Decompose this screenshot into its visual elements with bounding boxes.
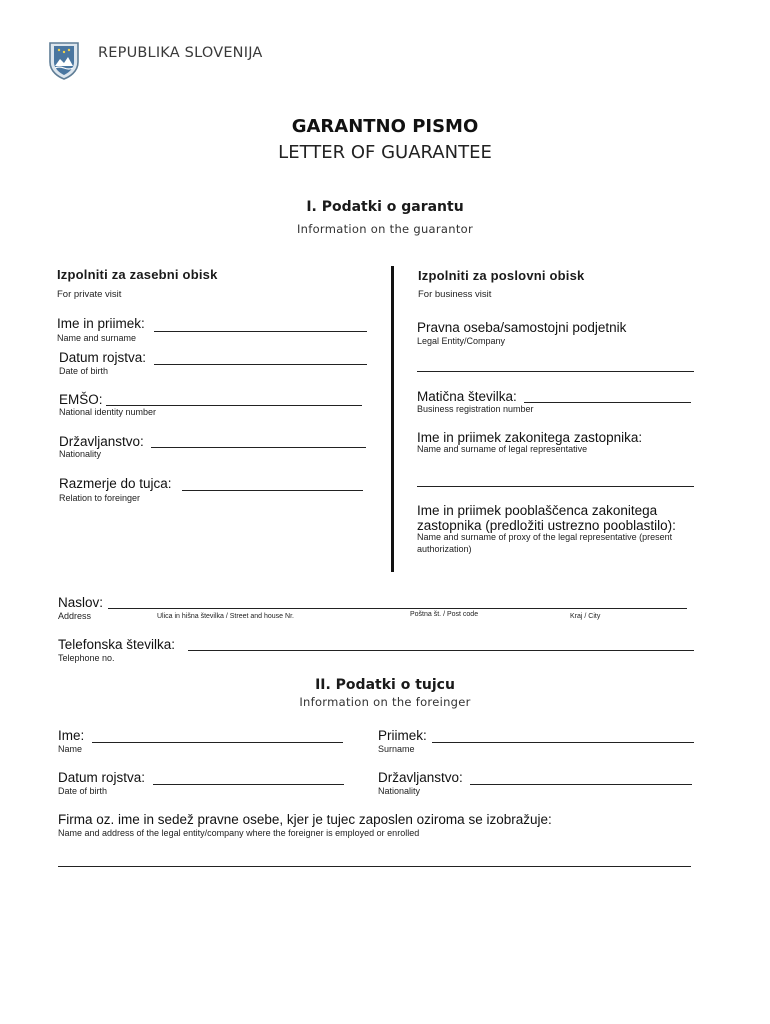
- foreigner-dob-label: Datum rojstva:: [58, 770, 146, 785]
- foreigner-nationality-sub: Nationality: [378, 786, 421, 796]
- foreigner-dob-field[interactable]: [153, 784, 344, 785]
- phone-label: Telefonska številka:: [58, 637, 176, 652]
- proxy-sub-line1: Name and surname of proxy of the legal representative (present: [417, 532, 673, 542]
- legal-entity-field[interactable]: [417, 371, 694, 372]
- street-caption: Ulica in hišna številka / Street and house Nr.: [157, 613, 294, 620]
- registration-number-label: Matična številka:: [417, 389, 517, 404]
- registration-number-field[interactable]: [524, 402, 691, 403]
- address-sub: Address: [58, 611, 92, 621]
- phone-sub: Telephone no.: [58, 653, 115, 663]
- foreigner-name-sub: Name: [58, 744, 83, 754]
- foreigner-nationality-field[interactable]: [470, 784, 692, 785]
- relation-sub: Relation to foreinger: [59, 493, 141, 503]
- document-title: GARANTNO PISMO: [291, 116, 479, 137]
- legal-rep-field[interactable]: [417, 486, 694, 487]
- foreigner-name-field[interactable]: [92, 742, 343, 743]
- coat-of-arms-icon: [49, 42, 79, 80]
- guarantor-emso-label: EMŠO:: [59, 392, 103, 407]
- business-visit-subheading: For business visit: [418, 289, 492, 300]
- foreigner-surname-label: Priimek:: [378, 728, 427, 743]
- guarantor-nationality-sub: Nationality: [59, 449, 102, 459]
- proxy-label-line1: Ime in priimek pooblaščenca zakonitega: [417, 503, 658, 518]
- document-subtitle: LETTER OF GUARANTEE: [278, 142, 492, 163]
- proxy-sub-line2: authorization): [417, 544, 472, 554]
- guarantor-emso-field[interactable]: [106, 405, 362, 406]
- guarantor-dob-sub: Date of birth: [59, 366, 109, 376]
- address-field[interactable]: [108, 608, 687, 609]
- employer-sub: Name and address of the legal entity/company where the foreigner is employed or enrolled: [58, 828, 420, 838]
- foreigner-surname-field[interactable]: [432, 742, 694, 743]
- business-visit-heading: Izpolniti za poslovni obisk: [418, 268, 585, 283]
- relation-field[interactable]: [182, 490, 363, 491]
- section1-subtitle: Information on the guarantor: [296, 222, 474, 236]
- guarantor-nationality-field[interactable]: [151, 447, 366, 448]
- registration-number-sub: Business registration number: [417, 404, 534, 414]
- relation-label: Razmerje do tujca:: [59, 476, 172, 491]
- column-divider: [391, 266, 394, 572]
- private-visit-heading: Izpolniti za zasebni obisk: [57, 267, 218, 282]
- phone-field[interactable]: [188, 650, 694, 651]
- legal-entity-label: Pravna oseba/samostojni podjetnik: [417, 320, 627, 335]
- foreigner-surname-sub: Surname: [378, 744, 415, 754]
- legal-rep-sub: Name and surname of legal representative: [417, 444, 588, 454]
- address-label: Naslov:: [58, 595, 104, 610]
- guarantor-name-label: Ime in priimek:: [57, 316, 145, 331]
- foreigner-name-label: Ime:: [58, 728, 85, 743]
- city-caption: Kraj / City: [570, 613, 601, 620]
- employer-label: Firma oz. ime in sedež pravne osebe, kjer je tujec zaposlen oziroma se izobražuje:: [58, 812, 552, 827]
- proxy-label-line2: zastopnika (predložiti ustrezno pooblastilo):: [417, 518, 676, 533]
- country-name: REPUBLIKA SLOVENIJA: [98, 45, 263, 61]
- section1-title: I. Podatki o garantu: [306, 199, 464, 215]
- foreigner-dob-sub: Date of birth: [58, 786, 108, 796]
- guarantor-dob-label: Datum rojstva:: [59, 350, 147, 365]
- foreigner-nationality-label: Državljanstvo:: [378, 770, 463, 785]
- section2-subtitle: Information on the foreinger: [299, 695, 471, 709]
- guarantor-dob-field[interactable]: [154, 364, 367, 365]
- legal-entity-sub: Legal Entity/Company: [417, 336, 506, 346]
- employer-field[interactable]: [58, 866, 691, 867]
- guarantor-emso-sub: National identity number: [59, 407, 157, 417]
- guarantor-name-field[interactable]: [154, 331, 367, 332]
- guarantor-nationality-label: Državljanstvo:: [59, 434, 144, 449]
- section2-title: II. Podatki o tujcu: [315, 677, 455, 693]
- guarantor-name-sub: Name and surname: [57, 333, 137, 343]
- legal-rep-label: Ime in priimek zakonitega zastopnika:: [417, 430, 643, 445]
- private-visit-subheading: For private visit: [57, 289, 122, 300]
- postcode-caption: Poštna št. / Post code: [410, 611, 479, 618]
